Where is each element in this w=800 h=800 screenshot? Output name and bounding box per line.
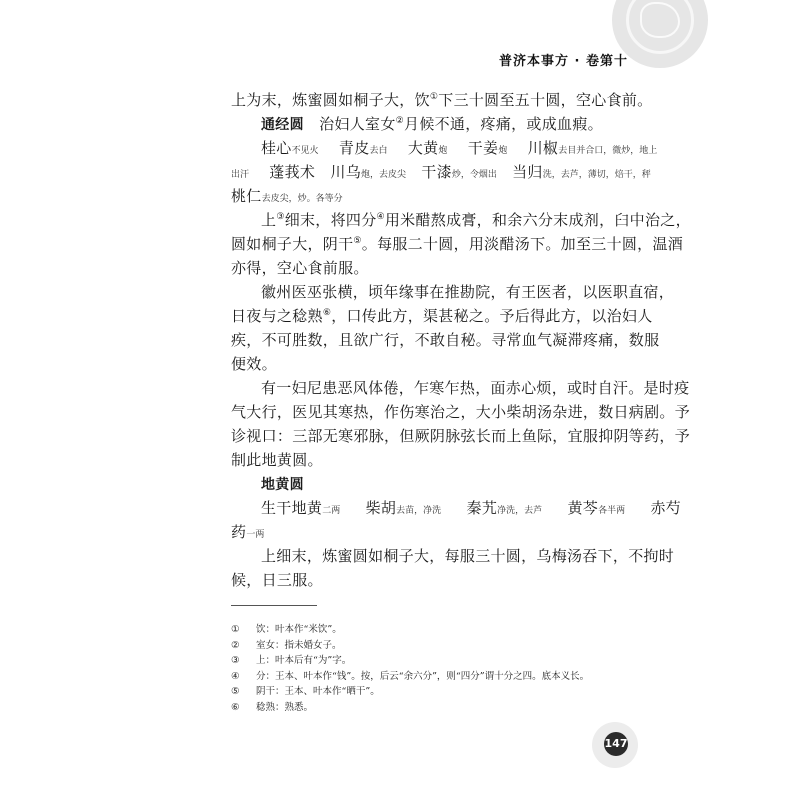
text-run: 细末，将四分: [284, 211, 377, 229]
herb-note: 去皮尖，炒。各等分: [261, 194, 343, 204]
ingredient-line: [231, 184, 626, 208]
herb-name: 桃仁: [231, 187, 262, 205]
herb-note: 去苗，净洗: [396, 506, 442, 516]
herb-note: 洗，去芦，薄切，焙干，秤: [542, 170, 651, 180]
herb-note: 去目并合口，微炒，地上: [558, 146, 658, 156]
footnote: [231, 669, 651, 685]
herb-note: 炮，去皮尖: [361, 170, 407, 180]
text-run: 圆如桐子大，阴干: [231, 235, 354, 253]
ingredient-line: [231, 496, 682, 520]
text-run: 用米醋熬成膏，和余六分末成剂，臼中治之，: [384, 211, 691, 229]
main-text: [231, 88, 691, 592]
footnote-number: ①: [231, 624, 240, 635]
herb-note: 去白: [369, 146, 388, 156]
text-line: 上细末，炼蜜圆如桐子大，每服三十圆，乌梅汤吞下，不拘时: [261, 547, 675, 565]
text-run: 。每服二十圆，用淡醋汤下。加至三十圆，温酒: [361, 235, 684, 253]
text-run: 日夜与之稔熟: [231, 307, 323, 325]
herb-name: 桂心: [261, 139, 292, 157]
text-line: [231, 232, 684, 256]
text-line: 有一妇尼患恶风体倦，乍寒乍热，面赤心烦，或时自汗。是时疫: [261, 379, 690, 397]
text-line: [231, 88, 653, 112]
text-line: [231, 472, 626, 496]
text-run: 月候不通，疼痛，或成血瘕。: [404, 115, 603, 133]
herb-note: 净洗，去芦: [497, 506, 543, 516]
herb-note: 炒，令烟出: [451, 170, 497, 180]
herb-note: 炮: [438, 146, 448, 156]
footnote-text: 上：叶本后有“为”字。: [256, 655, 352, 667]
text-line: 疾，不可胜数，且欲广行，不敢自秘。寻常血气凝滞疼痛，数服: [231, 331, 660, 349]
footnote-marker: ⑥: [322, 308, 332, 318]
ingredient-line: [231, 520, 626, 544]
footnote: [231, 684, 651, 700]
herb-name: 大黄: [407, 139, 439, 157]
footnote-text: 分：王本、叶本作“钱”。按，后云“余六分”，则“四分”谓十分之四。底本义长。: [256, 670, 590, 682]
footnote-marker: ④: [376, 212, 385, 222]
text-line: 亦得，空心食前服。: [231, 259, 369, 277]
footnote-marker: ②: [395, 116, 405, 126]
ingredient-line: [231, 160, 651, 184]
footnote-marker: ⑤: [353, 236, 362, 246]
footnote-divider: [231, 605, 317, 606]
herb-name: 生干地黄: [261, 499, 323, 517]
footnotes: [231, 622, 651, 716]
herb-name: 蓬莪术: [269, 163, 316, 181]
ingredient-line: [231, 136, 658, 160]
herb-name: 秦艽: [466, 499, 498, 517]
footnote-number: ⑥: [231, 701, 240, 713]
footnote-number: ④: [231, 670, 240, 682]
footnote-text: 稔熟：熟悉。: [256, 701, 314, 713]
text-run: 治妇人室女: [319, 115, 396, 133]
herb-name: 药: [231, 523, 247, 541]
herb-name: 川椒: [527, 139, 559, 157]
text-line: 徽州医巫张横，顷年缘事在推勘院，有王医者，以医职直宿，: [261, 283, 675, 301]
text-run: ，口传此方，渠甚秘之。予后得此方，以治妇人: [331, 307, 653, 325]
herb-name: 黄芩: [567, 499, 599, 517]
formula-name: 地黄圆: [261, 477, 304, 493]
text-line: 诊视口：三部无寒邪脉，但厥阴脉弦长而上鱼际，宜服抑阴等药，予: [231, 427, 691, 445]
text-run: 上: [261, 211, 277, 229]
herb-note: 炮: [498, 146, 508, 156]
footnote: [231, 653, 651, 669]
herb-name: 川乌: [330, 163, 362, 181]
herb-note: 出汗: [231, 170, 250, 180]
text-line: 制此地黄圆。: [231, 451, 323, 469]
text-run: 上为末，炼蜜圆如桐子大，饮: [231, 91, 430, 109]
herb-note: 各半两: [598, 506, 626, 516]
footnote-marker: ③: [276, 212, 285, 222]
formula-name: 通经圆: [261, 117, 304, 133]
footnote: [231, 638, 651, 654]
text-line: 便效。: [231, 355, 277, 373]
footnote-number: ③: [231, 655, 240, 667]
text-line: 气大行，医见其寒热，作伤寒治之，大小柴胡汤杂进，数日病剧。予: [231, 403, 691, 421]
text-line: [231, 208, 691, 232]
herb-name: 柴胡: [365, 499, 397, 517]
herb-note: 一两: [246, 530, 265, 540]
herb-name: 干漆: [421, 163, 452, 181]
herb-name: 青皮: [338, 139, 370, 157]
herb-note: 不见火: [291, 146, 319, 156]
running-header: 普济本事方 · 卷第十: [499, 54, 628, 69]
text-line: [231, 304, 653, 328]
herb-name: 赤芍: [650, 499, 682, 517]
text-line: 候，日三服。: [231, 571, 323, 589]
footnote-number: ②: [231, 639, 240, 651]
text-run: 下三十圆至五十圆，空心食前。: [438, 91, 653, 109]
footnote-text: 饮：叶本作“米饮”。: [256, 624, 342, 635]
footnote-number: ⑤: [231, 686, 240, 698]
page-number: 147: [604, 732, 628, 756]
herb-name: 当归: [512, 163, 543, 181]
footnote-marker: ①: [429, 92, 439, 102]
footnote-text: 阴干：王本、叶本作“晒干”。: [256, 686, 380, 698]
footnote-text: 室女：指未婚女子。: [256, 639, 342, 651]
herb-note: 二两: [322, 506, 341, 516]
footnote: [231, 622, 651, 638]
text-line: [231, 112, 626, 136]
footnote: [231, 700, 651, 716]
herb-name: 干姜: [467, 139, 499, 157]
